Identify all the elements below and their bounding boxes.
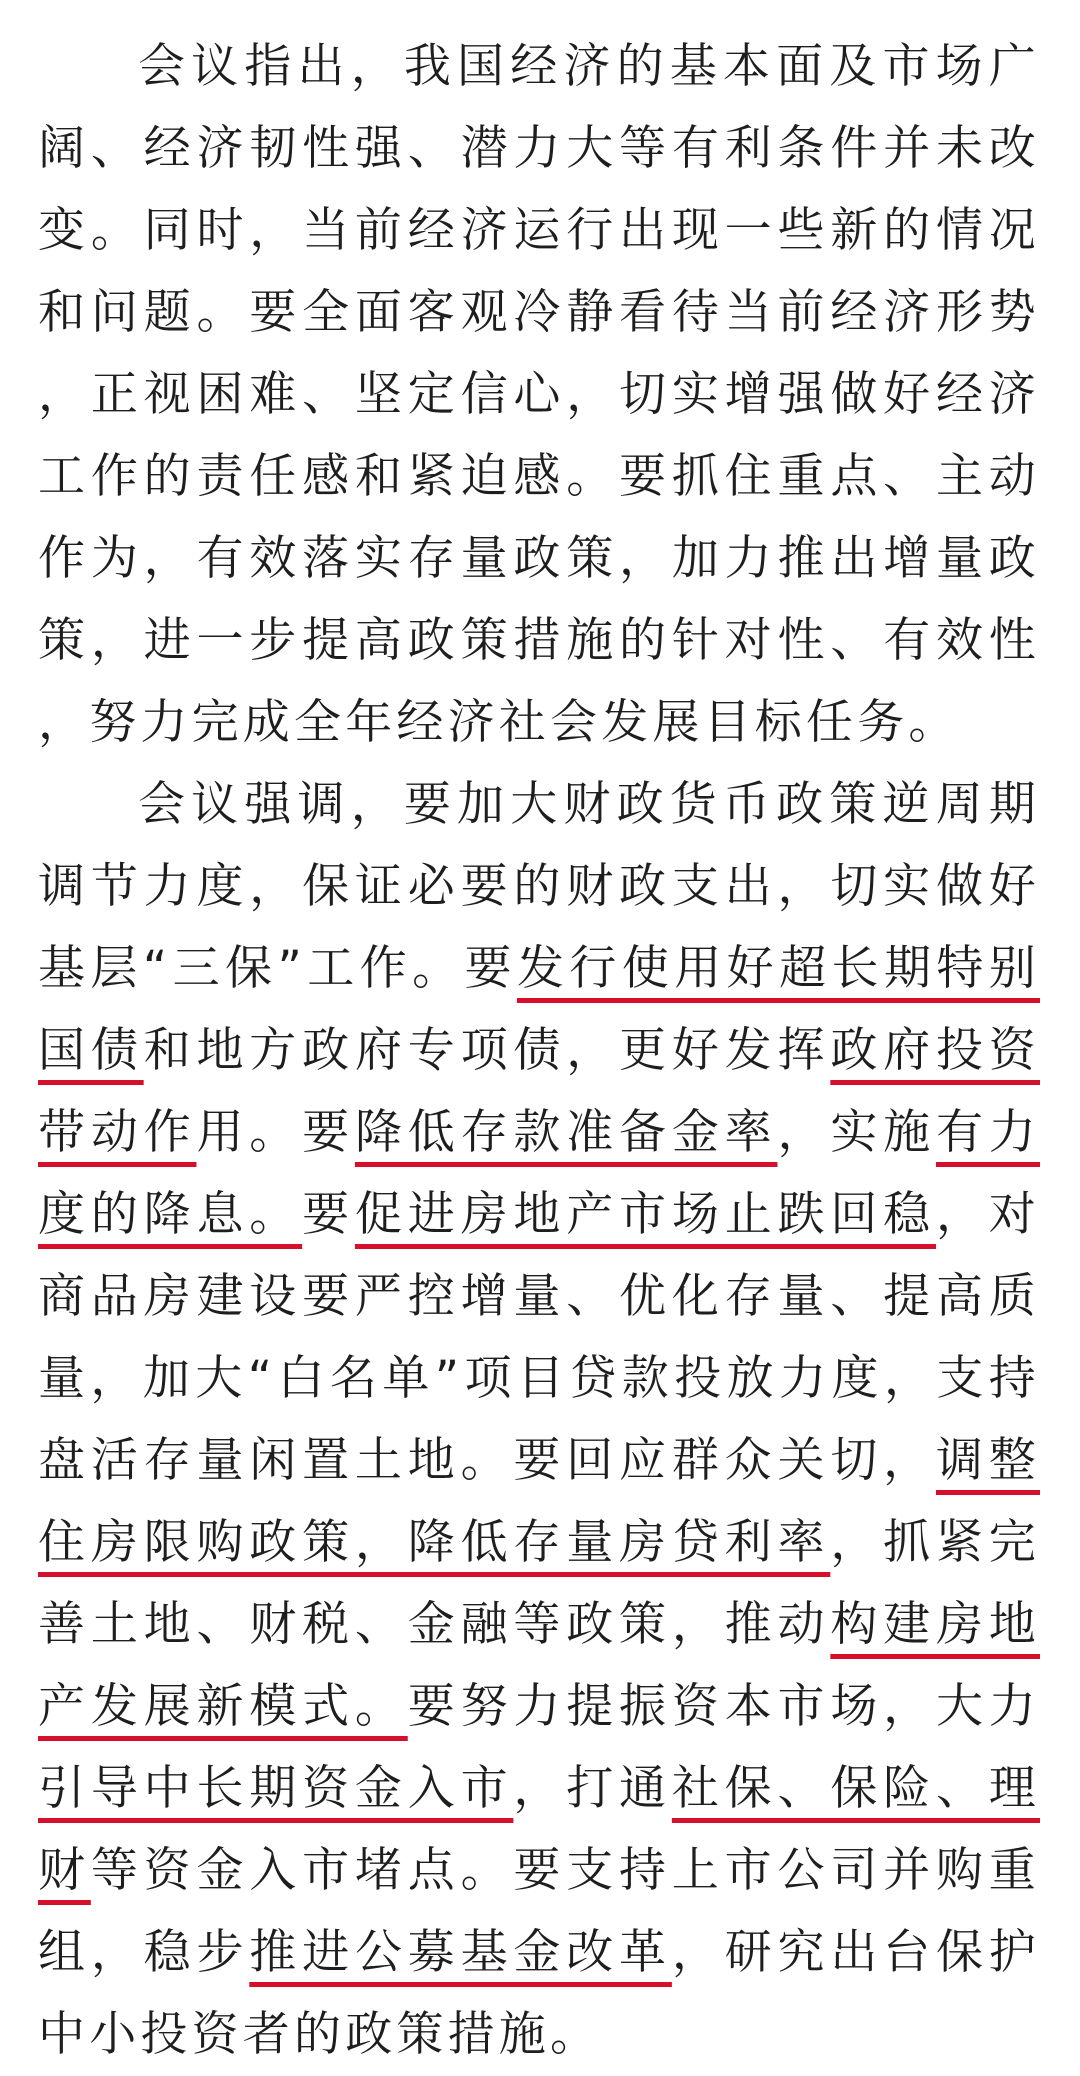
text-segment: 会议指出，我国经济的基本面及市场广阔、经济韧性强、潜力大等有利条件并未改变。同时，当前经济运行出现一些新的情况和问题。要全面客观冷静看待当前经济形势，正视困难、坚定信心，切实增强做好经济工作的责任感和紧迫感。要抓住重点、主动作为，有效落实存量政策，加力推出增量政策，进一步提高政策措施的针对性、有效性，努力完成全年经济社会发展目标任务。	[38, 39, 1040, 750]
article-paragraph-1	[38, 26, 1040, 764]
text-segment: ，对商品房建设要严控增量、优化存量、提高质量，加大“白名单”项目贷款投放力度，支持盘活存量闲置土地。要回应群众关切，	[38, 1187, 1041, 1488]
underlined-highlight: 构建房地产发展新模式。	[38, 1597, 1040, 1734]
underlined-highlight: 发行使用好超长期特别国债	[38, 941, 1041, 1078]
underlined-highlight: 推进公募基金改革	[249, 1925, 672, 1980]
text-segment: ，打通	[513, 1761, 672, 1816]
text-segment: 等资金入市堵点。要支持上市公司并购重组，稳步	[38, 1843, 1040, 1980]
underlined-highlight: 促进房地产市场止跌回稳	[354, 1187, 936, 1242]
text-segment: ，实施	[777, 1105, 936, 1160]
underlined-highlight: 政府投资带动作	[38, 1023, 1040, 1160]
text-segment: 要努力提振资本市场，大力	[407, 1679, 1041, 1734]
underlined-highlight: 调整住房限购政策，降低存量房贷利率	[38, 1433, 1040, 1570]
text-segment: ，研究出台保护中小投资者的政策措施。	[38, 1925, 1040, 2062]
text-segment: ，抓紧完善土地、财税、金融等政策，推动	[38, 1515, 1040, 1652]
underlined-highlight: 引导中长期资金入市	[38, 1761, 514, 1816]
text-segment: 和地方政府专项债，更好发挥	[143, 1023, 831, 1078]
underlined-highlight: 社保、保险、理财	[38, 1761, 1040, 1898]
text-segment: 用。要	[196, 1105, 355, 1160]
underlined-highlight: 有力度的降息。	[38, 1105, 1040, 1242]
text-segment: 会议强调，要加大财政货币政策逆周期调节力度，保证必要的财政支出，切实做好基层“三保”工作。要	[38, 777, 1040, 996]
text-segment: 要	[302, 1187, 355, 1242]
underlined-highlight: 降低存款准备金率	[354, 1105, 778, 1160]
article-paragraph-2	[38, 764, 1040, 2076]
